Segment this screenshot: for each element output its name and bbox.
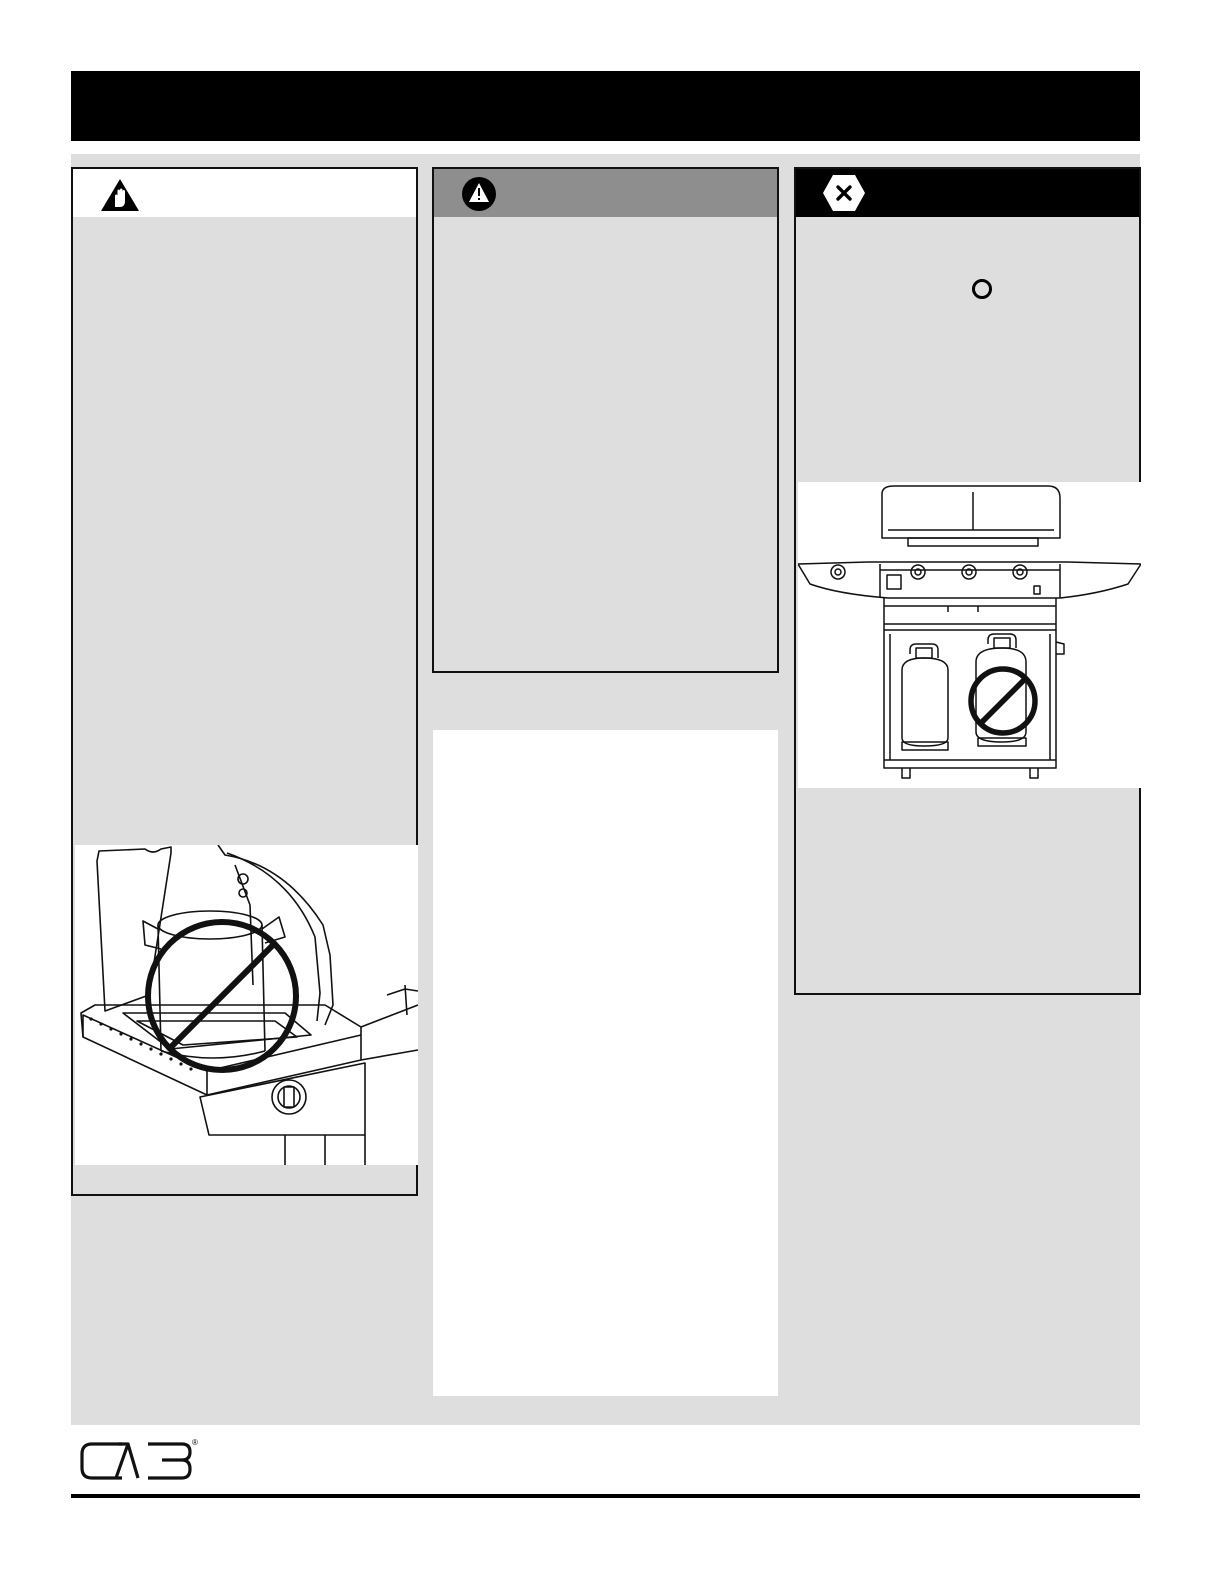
caution-panel xyxy=(71,167,418,1196)
warning-panel xyxy=(432,167,779,673)
exclamation-icon xyxy=(461,176,497,217)
warning-panel-header xyxy=(434,169,777,217)
header-bar xyxy=(71,71,1140,141)
grill-lp-tank-figure xyxy=(798,482,1141,788)
info-box xyxy=(433,730,778,1396)
hand-stop-icon xyxy=(99,177,141,218)
side-burner-figure xyxy=(75,845,418,1165)
footer-rule xyxy=(71,1494,1140,1498)
ring-icon xyxy=(972,279,992,299)
caution-panel-header xyxy=(73,169,416,217)
prohibited-panel-header xyxy=(796,169,1139,217)
prohibited-panel xyxy=(794,167,1141,995)
x-hexagon-icon xyxy=(822,173,866,218)
brand-logo xyxy=(78,1438,202,1484)
registered-mark: ® xyxy=(192,1438,198,1447)
